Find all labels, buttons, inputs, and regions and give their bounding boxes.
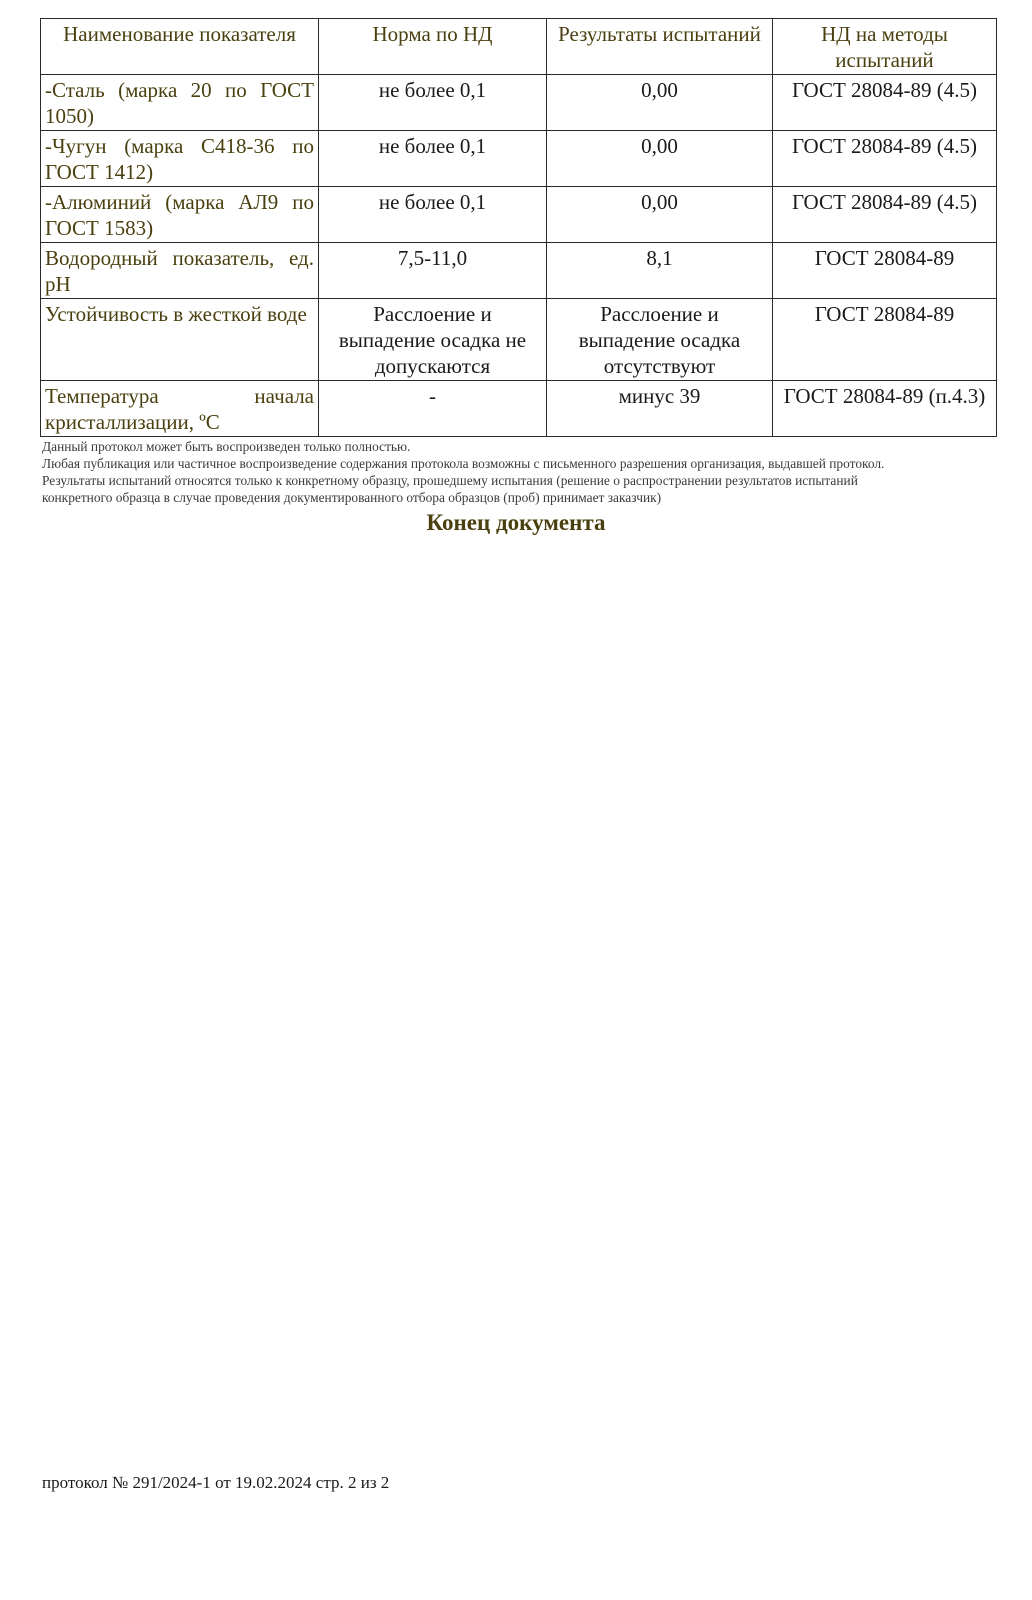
header-results: Результаты испытаний xyxy=(547,19,773,75)
method-value: ГОСТ 28084-89 (4.5) xyxy=(773,187,997,243)
note-line: Данный протокол может быть воспроизведен только полностью. xyxy=(42,439,411,454)
indicator-name: -Сталь (марка 20 по ГОСТ 1050) xyxy=(41,75,319,131)
indicator-name: Температура начала кристаллизации, ºС xyxy=(41,381,319,437)
norm-value: - xyxy=(319,381,547,437)
norm-value: не более 0,1 xyxy=(319,187,547,243)
method-value: ГОСТ 28084-89 (4.5) xyxy=(773,131,997,187)
result-value: 8,1 xyxy=(547,243,773,299)
end-of-document-title: Конец документа xyxy=(426,510,606,535)
norm-value: не более 0,1 xyxy=(319,75,547,131)
result-value: 0,00 xyxy=(547,75,773,131)
indicator-name: Устойчивость в жесткой воде xyxy=(41,299,319,381)
result-value: минус 39 xyxy=(547,381,773,437)
result-value: 0,00 xyxy=(547,187,773,243)
table-row xyxy=(41,75,997,131)
header-norm: Норма по НД xyxy=(319,19,547,75)
norm-value: Расслоение и выпадение осадка не допускаются xyxy=(319,299,547,381)
method-value: ГОСТ 28084-89 xyxy=(773,243,997,299)
header-test-methods: НД на методы испытаний xyxy=(773,19,997,75)
norm-value: 7,5-11,0 xyxy=(319,243,547,299)
note-line: конкретного образца в случае проведения документированного отбора образцов (проб) принимает заказчик) xyxy=(42,490,662,505)
result-value: Расслоение и выпадение осадка отсутствуют xyxy=(547,299,773,381)
table-row xyxy=(41,299,997,381)
norm-value: не более 0,1 xyxy=(319,131,547,187)
table-row xyxy=(41,381,997,437)
indicator-name: -Чугун (марка С418-36 по ГОСТ 1412) xyxy=(41,131,319,187)
method-value: ГОСТ 28084-89 (4.5) xyxy=(773,75,997,131)
header-indicator-name: Наименование показателя xyxy=(41,19,319,75)
protocol-notes xyxy=(42,438,992,506)
table-row xyxy=(41,187,997,243)
method-value: ГОСТ 28084-89 (п.4.3) xyxy=(773,381,997,437)
result-value: 0,00 xyxy=(547,131,773,187)
method-value: ГОСТ 28084-89 xyxy=(773,299,997,381)
table-header-row xyxy=(41,19,997,75)
note-line: Любая публикация или частичное воспроизведение содержания протокола возможны с письменного разрешения организация, выдавшей протокол. xyxy=(42,456,885,471)
results-table xyxy=(40,18,997,437)
table-row xyxy=(41,131,997,187)
page-footer: протокол № 291/2024-1 от 19.02.2024 стр. 2 из 2 xyxy=(42,1473,390,1492)
table-row xyxy=(41,243,997,299)
indicator-name: Водородный показатель, ед. pH xyxy=(41,243,319,299)
indicator-name: -Алюминий (марка АЛ9 по ГОСТ 1583) xyxy=(41,187,319,243)
note-line: Результаты испытаний относятся только к конкретному образцу, прошедшему испытания (решение о распространении результатов испытаний xyxy=(42,473,858,488)
